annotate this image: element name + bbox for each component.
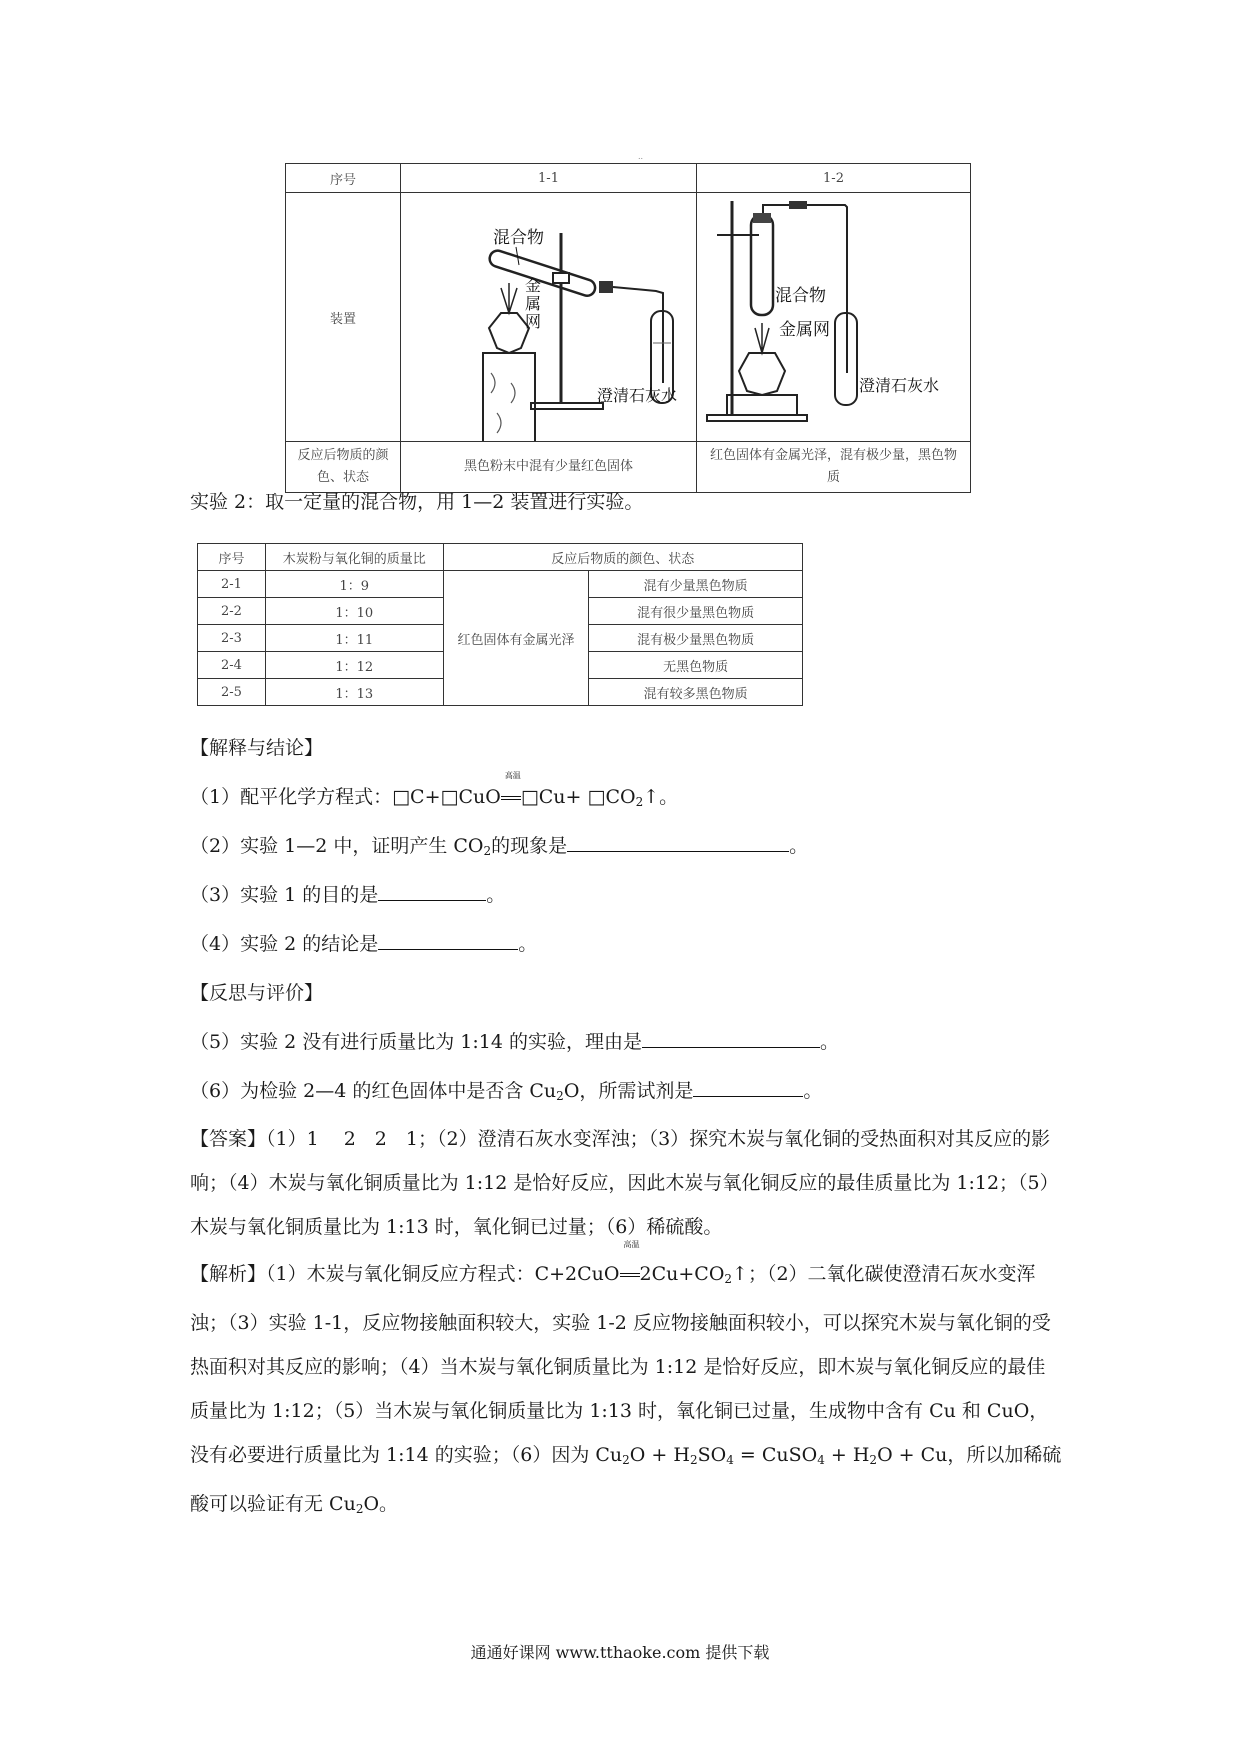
analysis-paragraph (190, 1240, 1062, 1531)
section-explain-heading: 【解释与结论】 (190, 737, 324, 759)
q1-eq-b: □Cu+ □CO (520, 786, 636, 808)
device-label: 装置 (286, 193, 401, 442)
row-id: 2-1 (198, 571, 266, 598)
result-1-1: 黑色粉末中混有少量红色固体 (401, 442, 697, 493)
question-3 (190, 881, 505, 909)
formula-part: O + Cu，所以加稀硫酸可以验证有无 Cu (190, 1444, 1062, 1515)
q2-end: 。 (789, 835, 809, 857)
row-ratio: 1：11 (265, 625, 443, 652)
row-ratio: 1：9 (265, 571, 443, 598)
formula-sub: 4 (726, 1453, 734, 1467)
q2-sub: 2 (483, 844, 492, 858)
apparatus-1-1-diagram (401, 193, 696, 441)
q4-end: 。 (518, 933, 538, 955)
t2-header-state: 反应后物质的颜色、状态 (443, 544, 802, 571)
q4-prefix: （4）实验 2 的结论是 (190, 933, 379, 955)
formula-sub: 2 (869, 1453, 878, 1467)
formula-part: Cu (595, 1444, 623, 1466)
q1-condition: 高温 (504, 771, 521, 780)
t2-header-ratio: 木炭粉与氧化铜的质量比 (265, 544, 443, 571)
formula-part: + H (824, 1444, 870, 1466)
label-limewater-1-2: 澄清石灰水 (859, 378, 940, 395)
q5-prefix: （5）实验 2 没有进行质量比为 1:14 的实验，理由是 (190, 1031, 643, 1053)
analysis-part: ↑；（2）二氧化碳使澄清石灰水变浑浊；（3）实验 1-1，反应物接触面积较大，实验 1-2 反应物接触面积较小，可以探究木炭与氧化铜的受热面积对其反应的影响；（4）当木炭与氧化铜质量比为 1:12 是恰好反应，即木炭与氧化铜反应的最佳质量比为 1:12；（5）当木炭与氧化铜质量比为 1:13 时，氧化铜已过量，生成物中含有 Cu 和 CuO，没有必要进行质量比为 1:14 的实验；（6）因为 (190, 1263, 1051, 1466)
row-state: 混有少量黑色物质 (589, 571, 803, 598)
q1-end: ↑。 (643, 786, 679, 808)
label-mesh-3: 网 (525, 314, 542, 331)
label-mixture: 混合物 (493, 228, 544, 247)
q6-sub: 2 (556, 1089, 564, 1103)
answer-blank-3[interactable] (378, 882, 486, 901)
page-footer: 通通好课网 www.tthaoke.com 提供下载 (470, 1643, 770, 1662)
analysis-part: 2Cu+CO (639, 1263, 725, 1285)
header-index: 序号 (286, 164, 401, 193)
q2-mid: 的现象是 (491, 835, 568, 857)
formula-sub: 4 (817, 1453, 825, 1467)
result-1-2: 红色固体有金属光泽，混有极少量，黑色物质 (697, 442, 971, 493)
q3-end: 。 (486, 884, 506, 906)
row-id: 2-5 (198, 679, 266, 706)
analysis-part: 【解析】（1）木炭与氧化铜反应方程式：C+2CuO (190, 1263, 620, 1285)
q6-mid: O，所需试剂是 (563, 1080, 694, 1102)
formula-sub: 2 (622, 1453, 630, 1467)
q6-end: 。 (803, 1080, 823, 1102)
formula-sub: 2 (355, 1502, 364, 1516)
label-limewater: 澄清石灰水 (597, 388, 678, 405)
row-id: 2-4 (198, 652, 266, 679)
formula-part: SO (697, 1444, 727, 1466)
q1-eq-a: □C+□CuO (392, 786, 501, 808)
analysis-condition: 高温 (623, 1240, 640, 1249)
row-state: 混有很少量黑色物质 (589, 598, 803, 625)
question-5 (190, 1028, 839, 1056)
row-id: 2-2 (198, 598, 266, 625)
table-row (198, 571, 803, 598)
row-state: 混有较多黑色物质 (589, 679, 803, 706)
q6-prefix: （6）为检验 2—4 的红色固体中是否含 Cu (190, 1080, 557, 1102)
q1-sub: 2 (635, 795, 644, 809)
label-mesh-1: 金 (525, 278, 542, 295)
high-temp-arrow (620, 1240, 640, 1296)
q2-prefix: （2）实验 1—2 中，证明产生 CO (190, 835, 484, 857)
scan-mark: .. (638, 152, 644, 161)
question-2 (190, 832, 808, 865)
q5-end: 。 (820, 1031, 840, 1053)
row-id: 2-3 (198, 625, 266, 652)
answer-paragraph: 【答案】（1）1 2 2 1；（2）澄清石灰水变浑浊；（3）探究木炭与氧化铜的受热面积对其反应的影响；（4）木炭与氧化铜质量比为 1:12 是恰好反应，因此木炭与氧化铜反应的最佳质量比为 1:12；（5）木炭与氧化铜质量比为 1:13 时，氧化铜已过量；（6）稀硫酸。 (190, 1128, 1059, 1238)
header-1-2: 1-2 (697, 164, 971, 193)
row-ratio: 1：13 (265, 679, 443, 706)
answer-blank-6[interactable] (693, 1078, 803, 1097)
experiment2-table (197, 543, 803, 706)
formula-part: O + H (629, 1444, 690, 1466)
answer-blank-2[interactable] (567, 833, 789, 852)
row-ratio: 1：10 (265, 598, 443, 625)
header-1-1: 1-1 (401, 164, 697, 193)
question-1 (190, 771, 679, 816)
experiment1-table (285, 163, 971, 493)
q3-prefix: （3）实验 1 的目的是 (190, 884, 379, 906)
label-mesh-1-2: 金属网 (779, 320, 830, 339)
t2-header-index: 序号 (198, 544, 266, 571)
question-6 (190, 1077, 822, 1110)
question-4 (190, 930, 537, 958)
label-mixture-1-2: 混合物 (775, 286, 826, 305)
row-ratio: 1：12 (265, 652, 443, 679)
row-state: 混有极少量黑色物质 (589, 625, 803, 652)
apparatus-1-2-diagram (697, 193, 970, 441)
row-state: 无黑色物质 (589, 652, 803, 679)
high-temp-arrow (501, 771, 521, 811)
q1-prefix: （1）配平化学方程式： (190, 786, 393, 808)
section-reflect-heading: 【反思与评价】 (190, 982, 324, 1004)
merged-state-cell: 红色固体有金属光泽 (443, 571, 589, 706)
apparatus-1-1-cell (401, 193, 697, 442)
analysis-sub: 2 (724, 1272, 733, 1286)
formula-part: O。 (363, 1493, 399, 1515)
answer-blank-5[interactable] (642, 1029, 820, 1048)
formula-part: = CuSO (733, 1444, 818, 1466)
answer-blank-4[interactable] (378, 931, 518, 950)
formula-sub: 2 (689, 1453, 698, 1467)
apparatus-1-2-cell (697, 193, 971, 442)
result-label: 反应后物质的颜色、状态 (286, 442, 401, 493)
label-mesh-2: 属 (525, 296, 542, 313)
experiment2-intro: 实验 2：取一定量的混合物，用 1—2 装置进行实验。 (190, 491, 644, 513)
